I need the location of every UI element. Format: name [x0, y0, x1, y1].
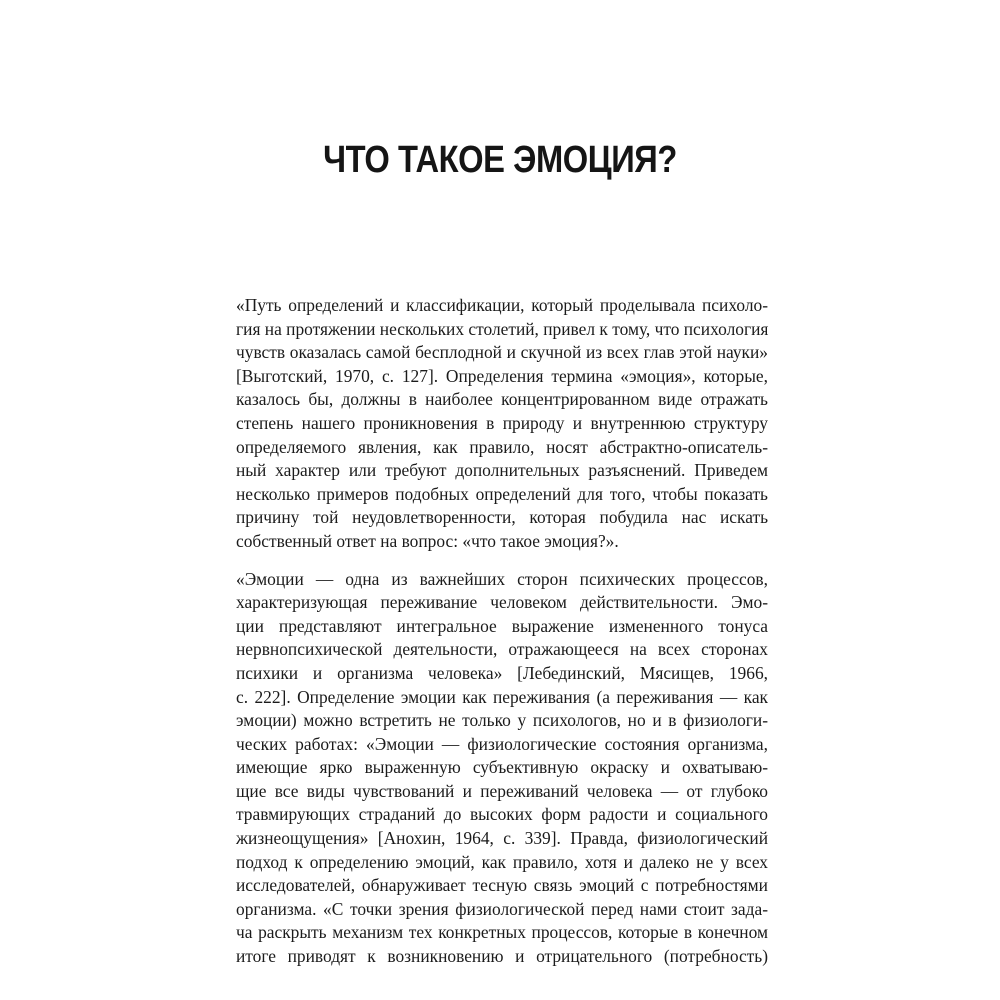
text-line: «Путь определений и классификации, который проделывала психоло-	[236, 295, 768, 315]
text-line: ции представляют интегральное выражение измененного тонуса	[236, 615, 768, 636]
text-line: психики и организма человека» [Лебединский, Мясищев, 1966,	[236, 662, 768, 683]
body-text	[236, 294, 768, 969]
text-line: собственный ответ на вопрос: «что такое эмоция?».	[236, 530, 619, 551]
paragraph-2	[236, 568, 768, 969]
text-line: имеющие ярко выраженную субъективную окраску и охватываю-	[236, 757, 768, 778]
text-line: ный характер или требуют дополнительных разъяснений. Приведем	[236, 460, 768, 481]
text-line: причину той неудовлетворенности, которая побудила нас искать	[236, 507, 768, 528]
text-line: эмоции) можно встретить не только у психологов, но и в физиологи-	[236, 710, 768, 731]
text-line: щие все виды чувствований и переживаний человека — от глубоко	[236, 780, 768, 801]
paragraph-gap	[236, 554, 768, 568]
text-line: подход к определению эмоций, как правило, хотя и далеко не у всех	[236, 851, 768, 872]
text-line: [Выготский, 1970, с. 127]. Определения термина «эмоция», которые,	[236, 365, 768, 386]
text-line: гия на протяжении нескольких столетий, привел к тому, что психология	[236, 318, 769, 339]
chapter-title: ЧТО ТАКОЕ ЭМОЦИЯ?	[323, 139, 677, 181]
text-line: ческих работах: «Эмоции — физиологические состояния организма,	[236, 733, 768, 754]
text-line: характеризующая переживание человеком действительности. Эмо-	[236, 592, 768, 613]
text-line: жизнеощущения» [Анохин, 1964, с. 339]. Правда, физиологический	[236, 828, 768, 849]
text-line: несколько примеров подобных определений для того, чтобы показать	[236, 483, 768, 504]
text-line: организма. «С точки зрения физиологической перед нами стоит зада-	[236, 898, 768, 919]
text-line: нервнопсихической деятельности, отражающееся на всех сторонах	[236, 639, 768, 660]
paragraph-1	[236, 294, 768, 554]
text-line: травмирующих страданий до высоких форм радости и социального	[236, 804, 768, 825]
text-line: определяемого явления, как правило, носят абстрактно-описатель-	[236, 436, 768, 457]
text-line: степень нашего проникновения в природу и внутреннюю структуру	[236, 412, 768, 433]
text-line: с. 222]. Определение эмоции как переживания (а переживания — как	[236, 686, 768, 707]
text-line: ча раскрыть механизм тех конкретных процессов, которые в конечном	[236, 922, 768, 943]
text-line: «Эмоции — одна из важнейших сторон психических процессов,	[236, 568, 768, 589]
text-line: итоге приводят к возникновению и отрицательного (потребность)	[236, 946, 768, 967]
text-line: чувств оказалась самой бесплодной и скучной из всех глав этой науки»	[236, 342, 768, 363]
text-line: исследователей, обнаруживает тесную связь эмоций с потребностями	[236, 875, 768, 896]
text-line: казалось бы, должны в наиболее концентрированном виде отражать	[236, 389, 768, 410]
